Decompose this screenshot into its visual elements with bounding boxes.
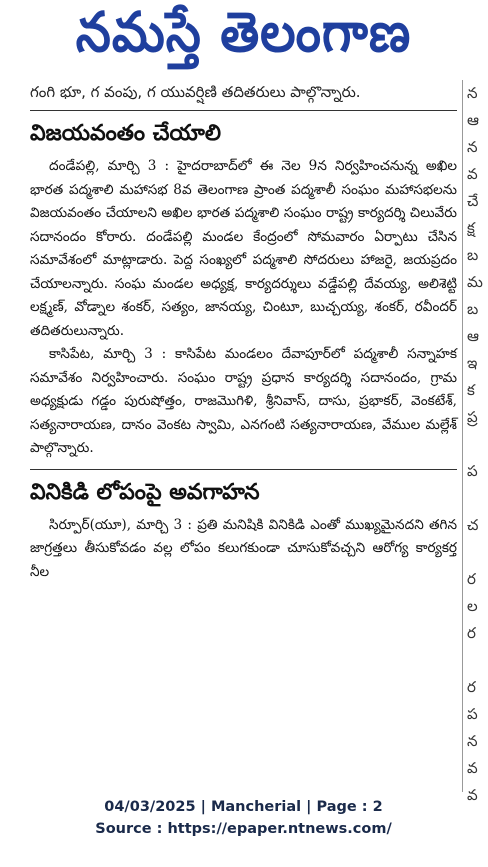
- right-column-glyph: బ: [467, 300, 479, 318]
- right-column-glyph: ల: [467, 597, 478, 615]
- right-column-glyph: న: [467, 732, 478, 750]
- right-column-glyph: [463, 431, 488, 458]
- right-column-glyph: మ: [467, 273, 483, 291]
- right-column-glyph: ర: [467, 678, 476, 696]
- article1-body: [30, 155, 457, 461]
- article2-paragraph: సిర్పూర్(యూ), మార్చి 3 : ప్రతి మనిషికి వినికిడి ఎంతో ముఖ్యమైనదని తగిన జాగ్రత్తలు తీసుకోవడం వల్ల లోపం కలుగకుండా చూసుకోవచ్చని ఆరోగ్య కార్యకర్త నీల: [30, 516, 457, 580]
- right-column-glyph: చే: [467, 192, 479, 210]
- right-column-glyph: ఇ: [467, 354, 478, 372]
- right-column-glyph: న: [467, 138, 478, 156]
- footer-source: Source : https://epaper.ntnews.com/: [95, 821, 392, 837]
- right-column-glyph: [463, 647, 488, 674]
- right-column-glyph: ఆ: [467, 327, 479, 345]
- right-column-glyph: న: [467, 84, 478, 102]
- right-column-glyph: వ: [467, 165, 478, 183]
- article1-paragraph: కాసిపేట, మార్చి 3 : కాసిపేట మండలం దేవాపూర్‌లో పద్మశాలీ సన్నాహక సమావేశం నిర్వహించారు. సంఘం రాష్ట్ర ప్రధాన కార్యదర్శి సదానందం, గ్రామ అధ్యక్షుడు గడ్డం పురుషోత్తం, రాజమొగిళి, శ్రీనివాస్, దాసు, ప్రభాకర్, వెంకటేశ్, సత్యనారాయణ, దానం వెంకట స్వామి, ఎనగంటి సత్యనారాయణ, వేముల మల్లేశ్ పాల్గొన్నారు.: [30, 346, 457, 456]
- previous-article-cutoff: గంగి భూ, గ వంపు, గ యువర్షిణి తదితరులు పాల్గొన్నారు.: [30, 83, 361, 101]
- right-column-glyph: చ: [467, 516, 479, 534]
- right-column-glyph: [463, 485, 488, 512]
- news-clipping: [30, 80, 457, 792]
- article1-paragraph: దండేపల్లి, మార్చి 3 : హైదరాబాద్‌లో ఈ నెల 9న నిర్వహించనున్న అఖిల భారత పద్మశాలి మహాసభ 8వ తెలంగాణ ప్రాంత పద్మశాలీ సంఘం మహాసభలను విజయవంతం చేయాలని అఖిల భారత పద్మశాలి సంఘం రాష్ట్ర కార్యదర్శి చిలువేరు సదానందం కోరారు. దండేపల్లి మండల కేంద్రంలో సోమవారం ఏర్పాటు చేసిన సమావేశంలో మాట్లాడారు. పెద్ద సంఖ్యలో పద్మశాలి సోదరులు హాజరై, జయప్రదం చేయాలన్నారు. సంఘ మండల అధ్యక్ష, కార్యదర్శులు వడ్డేపల్లి దేవయ్య, అలిశెట్టి లక్ష్మణ్, వోడ్నాల శంకర్, సత్యం, జానయ్య, చింటూ, బుచ్చయ్య, శంకర్, రవీందర్ తదితరులున్నారు.: [30, 158, 457, 339]
- right-column-glyph: ప: [467, 462, 478, 480]
- divider: [30, 110, 457, 111]
- article1-headline: విజయవంతం చేయాలి: [30, 121, 221, 146]
- right-column-glyph: వ: [467, 759, 478, 777]
- right-column-glyph: ప్ర: [467, 408, 478, 426]
- right-column-glyph: ప: [467, 705, 478, 723]
- right-column-glyph: క: [467, 381, 475, 399]
- right-column-glyph: ఆ: [467, 111, 479, 129]
- right-column-glyph: ర: [467, 570, 476, 588]
- left-column-edge: [0, 80, 22, 792]
- divider: [30, 469, 457, 470]
- footer-date-edition: 04/03/2025 | Mancherial | Page : 2: [104, 799, 383, 815]
- right-column-glyph: [463, 539, 488, 566]
- right-column-glyph: ర: [467, 624, 476, 642]
- right-column-glyph: వ: [467, 786, 478, 804]
- page-footer: [0, 796, 487, 840]
- adjacent-column-fragment: [462, 80, 488, 804]
- article2-body: [30, 514, 457, 585]
- right-column-glyph: క్ష: [467, 219, 475, 237]
- right-column-glyph: బ: [467, 246, 479, 264]
- newspaper-masthead: [0, 0, 487, 78]
- article2-headline: వినికిడి లోపంపై అవగాహన: [30, 479, 260, 505]
- masthead-title: నమస్తే తెలంగాణ: [75, 0, 412, 64]
